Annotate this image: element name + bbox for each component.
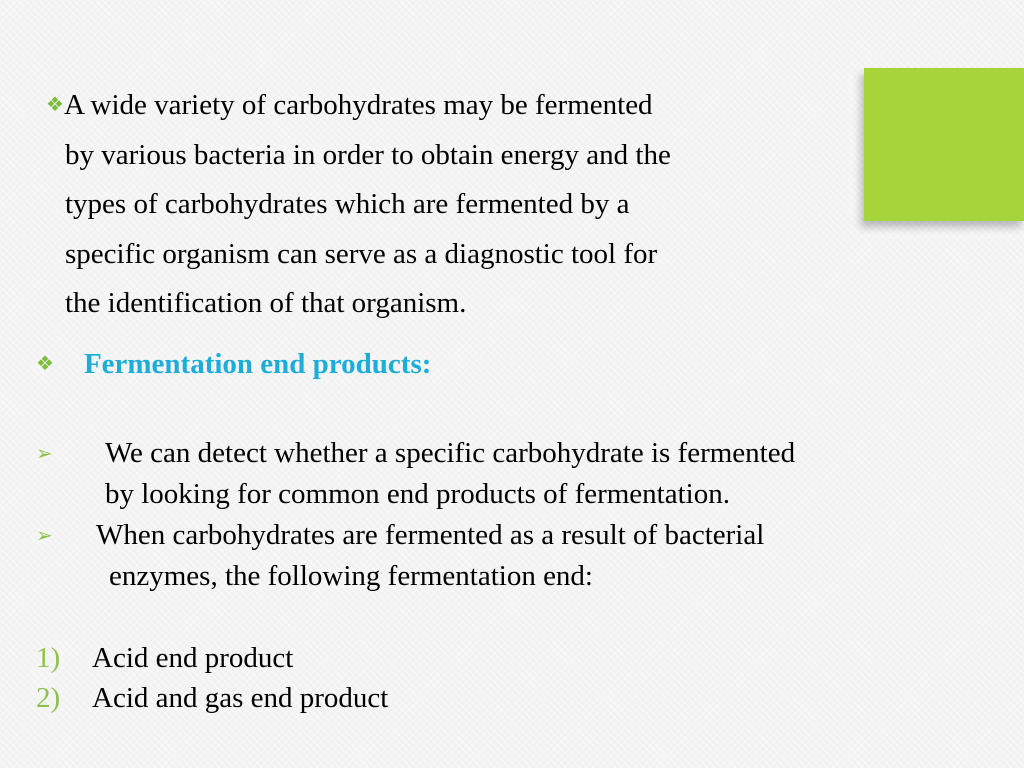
arrow-point-2: ➢ When carbohydrates are fermented as a result of bacterial enzymes, the following fermentation end: bbox=[36, 515, 764, 597]
numbered-item-2 bbox=[36, 678, 388, 718]
accent-block bbox=[864, 68, 1024, 221]
item-number: 2) bbox=[36, 682, 61, 714]
section-heading: ❖ Fermentation end products: bbox=[36, 348, 432, 380]
intro-line-5: the identification of that organism. bbox=[65, 287, 467, 319]
arrow-point-1: ➢ We can detect whether a specific carbohydrate is fermented by looking for common end products of fermentation. bbox=[36, 433, 795, 515]
intro-paragraph bbox=[46, 80, 858, 329]
diamond-bullet-icon: ❖ bbox=[36, 351, 54, 375]
arrow-bullet-icon: ➢ bbox=[36, 523, 53, 547]
diamond-bullet-icon: ❖ bbox=[46, 92, 64, 116]
item-text: Acid end product bbox=[92, 642, 294, 674]
item-number: 1) bbox=[36, 642, 61, 674]
intro-line-1: ❖A wide variety of carbohydrates may be fermented bbox=[46, 89, 653, 121]
intro-line-3: types of carbohydrates which are fermented by a bbox=[65, 188, 630, 220]
intro-line-4: specific organism can serve as a diagnostic tool for bbox=[65, 237, 658, 270]
item-text: Acid and gas end product bbox=[92, 682, 389, 714]
intro-line-2: by various bacteria in order to obtain energy and the bbox=[65, 138, 671, 171]
arrow-bullet-icon: ➢ bbox=[36, 441, 53, 465]
numbered-item-1 bbox=[36, 638, 293, 678]
